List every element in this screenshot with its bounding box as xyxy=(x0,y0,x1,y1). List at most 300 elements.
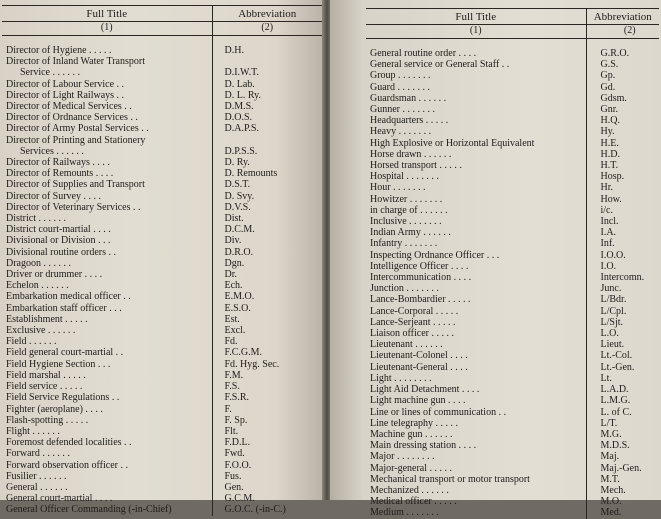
abbreviation-text: I.A. xyxy=(600,227,617,239)
full-title-cell xyxy=(366,485,586,496)
abbreviation-text: Maj. xyxy=(600,451,620,463)
abbreviation-text: Hy. xyxy=(600,126,615,138)
table-row xyxy=(366,48,659,59)
table-row xyxy=(366,227,659,238)
abbreviation-text: Fd. Hyg. Sec. xyxy=(224,358,280,370)
full-title-text: Medical officer . . . . . xyxy=(370,496,457,508)
abbreviation-text: D.M.S. xyxy=(224,101,254,113)
full-title-cell xyxy=(2,191,212,202)
abbreviation-text: L/Cpl. xyxy=(600,305,627,317)
full-title-text: Divisional routine orders . . xyxy=(6,246,116,258)
full-title-text: Director of Army Postal Services . . xyxy=(6,123,149,135)
full-title-text: Director of Hygiene . . . . . xyxy=(6,45,112,56)
full-title-cell xyxy=(366,48,586,59)
full-title-cell xyxy=(366,418,586,429)
full-title-text: General court-martial . . . . xyxy=(6,493,113,505)
full-title-cell xyxy=(2,347,212,358)
abbreviation-cell xyxy=(586,272,659,283)
table-row xyxy=(2,135,322,157)
table-row xyxy=(366,115,659,126)
full-title-cell xyxy=(366,205,586,216)
abbreviation-text: Flt. xyxy=(224,425,239,437)
abbreviation-text: I.O. xyxy=(600,260,617,272)
full-title-cell xyxy=(2,460,212,471)
full-title-text: Liaison officer . . . . . xyxy=(370,328,454,340)
abbreviation-cell xyxy=(586,216,659,227)
abbreviation-cell xyxy=(586,138,659,149)
full-title-text: Lance-Corporal . . . . . xyxy=(370,305,459,317)
abbreviation-cell xyxy=(586,205,659,216)
full-title-cell xyxy=(2,258,212,269)
abbreviation-cell xyxy=(212,269,322,280)
table-row xyxy=(2,235,322,246)
full-title-text: Major . . . . . . . . xyxy=(370,451,435,463)
full-title-cell xyxy=(366,261,586,272)
full-title-text: General service or General Staff . . xyxy=(370,59,510,71)
abbreviation-text: Est. xyxy=(224,313,240,325)
full-title-text: Indian Army . . . . . . xyxy=(370,227,451,239)
abbreviation-text: F.S.R. xyxy=(224,392,249,404)
full-title-text: Field service . . . . . xyxy=(6,381,83,393)
abbreviation-cell xyxy=(586,463,659,474)
full-title-cell xyxy=(366,126,586,137)
table-row xyxy=(2,123,322,134)
abbreviation-cell xyxy=(212,168,322,179)
abbreviation-cell xyxy=(212,493,322,504)
full-title-cell xyxy=(366,138,586,149)
abbreviation-text: Incl. xyxy=(600,216,619,228)
full-title-text: Establishment . . . . . xyxy=(6,313,88,325)
abbreviation-cell xyxy=(586,104,659,115)
abbreviation-cell xyxy=(586,496,659,507)
full-title-cell xyxy=(366,104,586,115)
full-title-text: Gunner . . . . . . . xyxy=(370,104,435,116)
full-title-text: Light Aid Detachment . . . . xyxy=(370,384,480,396)
full-title-text: Mechanized . . . . . . xyxy=(370,484,449,496)
full-title-text: Director of Survey . . . . xyxy=(6,190,101,202)
full-title-text: Major-general . . . . . xyxy=(370,462,452,474)
full-title-text: Director of Inland Water Transport xyxy=(6,56,145,68)
full-title-text: Director of Railways . . . . xyxy=(6,157,110,169)
table-row xyxy=(2,213,322,224)
table-row xyxy=(366,59,659,70)
full-title-cell xyxy=(2,471,212,482)
abbreviation-cell xyxy=(586,160,659,171)
abbreviation-cell xyxy=(586,82,659,93)
abbreviation-text: i/c. xyxy=(600,204,613,216)
abbreviation-text: Gen. xyxy=(224,481,244,493)
abbreviation-cell xyxy=(212,224,322,235)
full-title-text: Inclusive . . . . . . . xyxy=(370,216,442,228)
table-row xyxy=(2,325,322,336)
abbreviation-text: G.R.O. xyxy=(600,48,630,59)
table-row xyxy=(366,272,659,283)
full-title-cell xyxy=(2,112,212,123)
full-title-cell xyxy=(2,168,212,179)
abbreviation-text: E.M.O. xyxy=(224,291,255,303)
full-title-text: Flight . . . . . . xyxy=(6,425,60,437)
left-page xyxy=(0,0,324,516)
full-title-text: Echelon . . . . . . xyxy=(6,280,69,292)
full-title-cell xyxy=(366,160,586,171)
left-table-body xyxy=(2,45,322,516)
table-row xyxy=(366,250,659,261)
table-row xyxy=(2,336,322,347)
table-row xyxy=(366,317,659,328)
abbreviation-cell xyxy=(586,384,659,395)
table-row xyxy=(2,392,322,403)
full-title-text: General . . . . . . xyxy=(6,481,68,493)
table-row xyxy=(2,224,322,235)
abbreviation-text: L.O. xyxy=(600,328,619,340)
full-title-cell xyxy=(366,317,586,328)
left-title-header: Full Title xyxy=(2,6,212,22)
left-abbr-column-number: (2) xyxy=(212,22,322,36)
full-title-cell xyxy=(366,328,586,339)
table-row xyxy=(2,347,322,358)
table-row xyxy=(2,291,322,302)
abbreviation-text: F.M. xyxy=(224,369,244,381)
table-row xyxy=(366,373,659,384)
abbreviation-cell xyxy=(586,59,659,70)
full-title-cell xyxy=(366,216,586,227)
table-row xyxy=(2,56,322,78)
full-title-cell xyxy=(366,250,586,261)
full-title-text: Mechanical transport or motor transport xyxy=(370,473,530,485)
full-title-text: Field marshal . . . . . xyxy=(6,369,86,381)
full-title-text: Exclusive . . . . . . xyxy=(6,325,76,337)
abbreviation-cell xyxy=(586,294,659,305)
abbreviation-text: Gd. xyxy=(600,81,616,93)
table-row xyxy=(366,294,659,305)
full-title-text: Director of Printing and Stationery xyxy=(6,134,146,146)
abbreviation-cell xyxy=(212,101,322,112)
abbreviation-text: D. Svy. xyxy=(224,190,255,202)
abbreviation-text: D.R.O. xyxy=(224,246,254,258)
abbreviation-cell xyxy=(586,429,659,440)
full-title-text: Director of Labour Service . . xyxy=(6,78,125,90)
table-row xyxy=(2,426,322,437)
full-title-text: General Officer Commanding (-in-Chief) xyxy=(6,504,172,516)
full-title-cell xyxy=(2,280,212,291)
abbreviation-cell xyxy=(212,235,322,246)
abbreviation-cell xyxy=(212,415,322,426)
full-title-cell xyxy=(366,294,586,305)
full-title-cell xyxy=(366,451,586,462)
full-title-cell xyxy=(366,93,586,104)
abbreviation-text: M.O. xyxy=(600,496,622,508)
full-title-text: Light . . . . . . . . xyxy=(370,372,432,384)
full-title-text: Horsed transport . . . . . xyxy=(370,160,462,172)
table-row xyxy=(366,182,659,193)
full-title-cell xyxy=(366,507,586,518)
table-row xyxy=(2,504,322,515)
abbreviation-cell xyxy=(212,359,322,370)
full-title-cell xyxy=(2,247,212,258)
abbreviation-cell xyxy=(212,471,322,482)
abbreviation-text: D. Remounts xyxy=(224,168,278,180)
abbreviation-cell xyxy=(212,258,322,269)
abbreviation-text: Lieut. xyxy=(600,339,625,351)
table-row xyxy=(2,314,322,325)
table-row xyxy=(366,216,659,227)
table-row xyxy=(2,168,322,179)
full-title-cell xyxy=(2,45,212,56)
full-title-cell xyxy=(366,429,586,440)
abbreviation-text: F. xyxy=(224,403,232,415)
abbreviation-text: L. of C. xyxy=(600,406,632,418)
table-row xyxy=(2,112,322,123)
abbreviation-cell xyxy=(212,179,322,190)
abbreviation-cell xyxy=(212,123,322,134)
abbreviation-text: Mech. xyxy=(600,484,626,496)
full-title-cell xyxy=(2,359,212,370)
full-title-cell xyxy=(2,314,212,325)
abbreviation-text: Excl. xyxy=(224,325,246,337)
full-title-text: Howitzer . . . . . . . xyxy=(370,193,443,205)
abbreviation-cell xyxy=(586,373,659,384)
abbreviation-text: Fwd. xyxy=(224,448,245,460)
abbreviation-text: H.E. xyxy=(600,137,619,149)
table-row xyxy=(366,138,659,149)
full-title-cell xyxy=(2,90,212,101)
abbreviation-cell xyxy=(212,426,322,437)
full-title-text: Director of Ordnance Services . . xyxy=(6,112,138,124)
table-row xyxy=(2,359,322,370)
abbreviation-text: Dist. xyxy=(224,213,244,225)
abbreviation-cell xyxy=(212,482,322,493)
table-row xyxy=(366,507,659,518)
abbreviation-text: F. Sp. xyxy=(224,414,248,426)
abbreviation-cell xyxy=(586,70,659,81)
table-row xyxy=(2,280,322,291)
table-row xyxy=(2,179,322,190)
full-title-text: Embarkation staff officer . . . xyxy=(6,302,122,314)
full-title-text: High Explosive or Horizontal Equivalent xyxy=(370,137,535,149)
abbreviation-cell xyxy=(586,362,659,373)
table-row xyxy=(2,415,322,426)
abbreviation-text: F.O.O. xyxy=(224,459,252,471)
abbreviation-text: Inf. xyxy=(600,238,615,250)
full-title-text: Forward observation officer . . xyxy=(6,459,129,471)
abbreviation-cell xyxy=(212,191,322,202)
table-row xyxy=(366,418,659,429)
full-title-cell xyxy=(366,496,586,507)
abbreviation-cell xyxy=(586,328,659,339)
full-title-cell xyxy=(366,339,586,350)
abbreviation-cell xyxy=(586,440,659,451)
abbreviation-cell xyxy=(212,347,322,358)
abbreviation-cell xyxy=(586,485,659,496)
full-title-text: Field Hygiene Section . . . xyxy=(6,358,111,370)
table-row xyxy=(366,429,659,440)
abbreviation-text: Junc. xyxy=(600,283,622,295)
table-row xyxy=(2,370,322,381)
abbreviation-text: F.D.L. xyxy=(224,437,251,449)
table-row xyxy=(366,283,659,294)
abbreviation-cell xyxy=(586,115,659,126)
right-title-header: Full Title xyxy=(366,9,586,25)
abbreviation-text: Dgn. xyxy=(224,257,245,269)
full-title-text: Service . . . . . . xyxy=(20,67,80,79)
full-title-cell xyxy=(366,149,586,160)
abbreviation-cell xyxy=(586,171,659,182)
abbreviation-text: H.D. xyxy=(600,148,620,160)
right-abbr-column-number: (2) xyxy=(586,25,659,39)
full-title-text: Director of Veterinary Services . . xyxy=(6,201,141,213)
abbreviation-text: Lt. xyxy=(600,372,612,384)
full-title-text: Divisional or Division . . . xyxy=(6,235,111,247)
full-title-cell xyxy=(2,448,212,459)
full-title-text: General routine order . . . . xyxy=(370,48,477,59)
full-title-text: Hour . . . . . . . xyxy=(370,182,426,194)
abbreviation-cell xyxy=(586,306,659,317)
table-row xyxy=(366,238,659,249)
table-row xyxy=(366,126,659,137)
right-abbr-header: Abbreviation xyxy=(586,9,659,25)
full-title-cell xyxy=(366,283,586,294)
abbreviation-text: D. Ry. xyxy=(224,157,250,169)
full-title-text: Lance-Bombardier . . . . . xyxy=(370,294,471,306)
abbreviation-cell xyxy=(212,291,322,302)
table-row xyxy=(366,463,659,474)
abbreviation-cell xyxy=(212,303,322,314)
abbreviation-cell xyxy=(212,448,322,459)
table-row xyxy=(366,407,659,418)
full-title-text: Lieutenant . . . . . . xyxy=(370,339,443,351)
abbreviation-cell xyxy=(212,460,322,471)
full-title-cell xyxy=(2,79,212,90)
left-abbr-header: Abbreviation xyxy=(212,6,322,22)
full-title-text: Light machine gun . . . . xyxy=(370,395,466,407)
table-row xyxy=(366,328,659,339)
abbreviation-cell xyxy=(212,202,322,213)
full-title-text: Inspecting Ordnance Officer . . . xyxy=(370,249,500,261)
full-title-cell xyxy=(2,437,212,448)
abbreviation-text: D. L. Ry. xyxy=(224,89,261,101)
abbreviation-text: How. xyxy=(600,193,622,205)
table-row xyxy=(366,496,659,507)
full-title-text: Horse drawn . . . . . . xyxy=(370,148,452,160)
abbreviation-text: Gp. xyxy=(600,70,616,82)
full-title-text: in charge of . . . . . . xyxy=(370,204,448,216)
full-title-text: Heavy . . . . . . . xyxy=(370,126,432,138)
abbreviation-cell xyxy=(586,283,659,294)
table-row xyxy=(2,448,322,459)
abbreviation-cell xyxy=(212,314,322,325)
full-title-text: Flash-spotting . . . . . xyxy=(6,414,89,426)
full-title-text: Driver or drummer . . . . xyxy=(6,269,103,281)
full-title-cell xyxy=(2,135,212,157)
full-title-text: Headquarters . . . . . xyxy=(370,115,449,127)
full-title-text: Services . . . . . . xyxy=(20,145,84,157)
table-row xyxy=(366,440,659,451)
abbreviation-cell xyxy=(212,90,322,101)
abbreviation-cell xyxy=(212,504,322,515)
full-title-cell xyxy=(366,395,586,406)
table-row xyxy=(366,362,659,373)
abbreviation-cell xyxy=(212,135,322,157)
abbreviation-text: Dr. xyxy=(224,269,237,281)
full-title-cell xyxy=(2,482,212,493)
table-row xyxy=(366,160,659,171)
abbreviation-text: M.D.S. xyxy=(600,440,630,452)
table-row xyxy=(366,384,659,395)
full-title-text: Guard . . . . . . . xyxy=(370,81,430,93)
abbreviation-cell xyxy=(212,336,322,347)
abbreviation-cell xyxy=(212,370,322,381)
full-title-cell xyxy=(2,404,212,415)
table-row xyxy=(366,395,659,406)
full-title-text: Hospital . . . . . . . xyxy=(370,171,439,183)
abbreviation-cell xyxy=(212,112,322,123)
abbreviation-text: M.G. xyxy=(600,428,622,440)
full-title-text: Foremost defended localities . . xyxy=(6,437,132,449)
abbreviation-cell xyxy=(212,381,322,392)
abbreviation-cell xyxy=(586,126,659,137)
abbreviation-text: Ech. xyxy=(224,280,243,292)
full-title-cell xyxy=(2,269,212,280)
abbreviation-text: M.T. xyxy=(600,473,620,485)
table-row xyxy=(2,191,322,202)
full-title-cell xyxy=(2,336,212,347)
full-title-cell xyxy=(2,325,212,336)
abbreviation-cell xyxy=(212,280,322,291)
table-row xyxy=(2,269,322,280)
table-row xyxy=(366,485,659,496)
full-title-cell xyxy=(366,440,586,451)
full-title-cell xyxy=(366,373,586,384)
full-title-text: Junction . . . . . . . xyxy=(370,283,439,295)
table-row xyxy=(2,482,322,493)
full-title-cell xyxy=(366,194,586,205)
full-title-cell xyxy=(366,306,586,317)
abbreviation-cell xyxy=(212,56,322,78)
table-row xyxy=(2,437,322,448)
abbreviation-text: L/Bdr. xyxy=(600,294,627,306)
abbreviation-text: D.V.S. xyxy=(224,201,251,213)
full-title-cell xyxy=(366,463,586,474)
full-title-text: Line or lines of communication . . xyxy=(370,406,507,418)
abbreviation-text: H.T. xyxy=(600,160,619,172)
full-title-text: Machine gun . . . . . . xyxy=(370,428,453,440)
abbreviation-text: D.A.P.S. xyxy=(224,123,259,135)
full-title-text: Field . . . . . . xyxy=(6,336,57,348)
full-title-cell xyxy=(366,115,586,126)
table-row xyxy=(366,104,659,115)
abbreviation-text: F.C.G.M. xyxy=(224,347,263,359)
table-row xyxy=(2,157,322,168)
abbreviation-cell xyxy=(586,418,659,429)
full-title-cell xyxy=(2,426,212,437)
full-title-cell xyxy=(366,362,586,373)
abbreviation-text: D.P.S.S. xyxy=(224,145,258,157)
table-row xyxy=(366,339,659,350)
abbreviation-text: Hr. xyxy=(600,182,613,194)
full-title-cell xyxy=(2,202,212,213)
abbreviation-cell xyxy=(586,238,659,249)
full-title-cell xyxy=(2,56,212,78)
table-row xyxy=(2,247,322,258)
full-title-cell xyxy=(2,493,212,504)
full-title-cell xyxy=(2,415,212,426)
abbreviation-cell xyxy=(586,149,659,160)
full-title-cell xyxy=(366,350,586,361)
full-title-cell xyxy=(2,504,212,515)
abbreviation-text: G.S. xyxy=(600,59,619,71)
full-title-text: Group . . . . . . . xyxy=(370,70,431,82)
abbreviation-text: D.O.S. xyxy=(224,112,253,124)
